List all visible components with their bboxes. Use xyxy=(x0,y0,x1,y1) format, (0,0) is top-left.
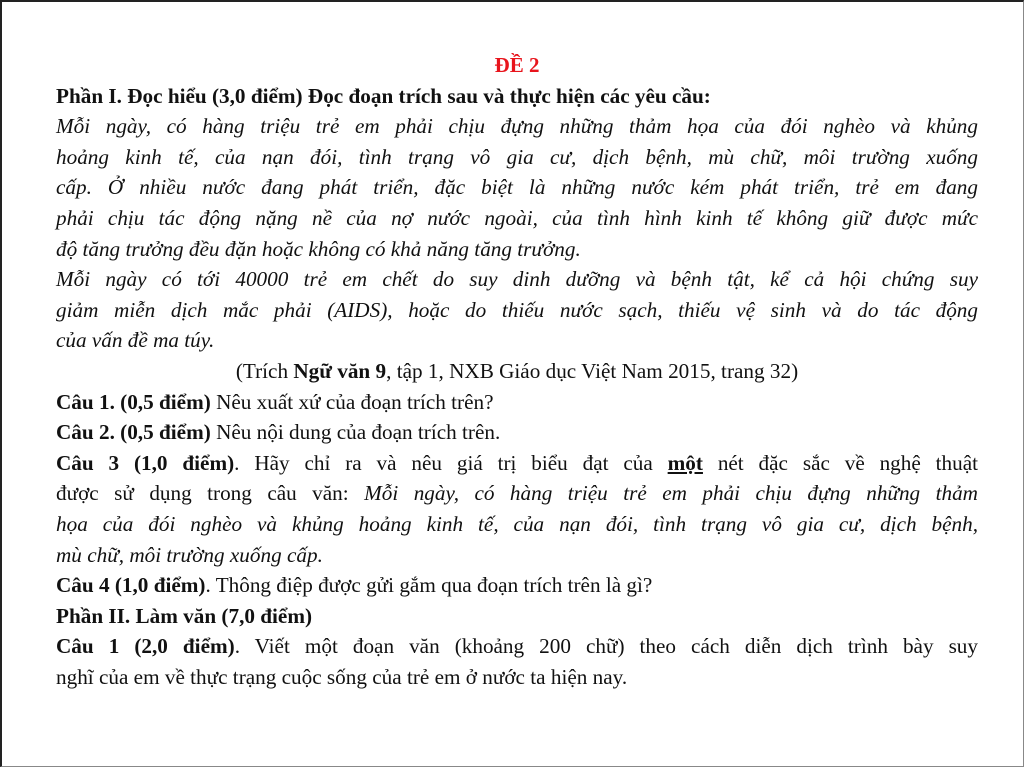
exam-title: ĐỀ 2 xyxy=(494,53,540,77)
passage-line: phải chịu tác động nặng nề của nợ nước ngoài, của tình hình kinh tế không giữ được mức xyxy=(56,205,978,230)
question-3-text-before: . Hãy chỉ ra và nêu giá trị biểu đạt của xyxy=(234,450,668,475)
essay-question-1-line: nghĩ của em về thực trạng cuộc sống của trẻ em ở nước ta hiện nay. xyxy=(56,664,628,689)
citation-suffix: , tập 1, NXB Giáo dục Việt Nam 2015, trang 32) xyxy=(386,358,799,383)
question-3 xyxy=(56,448,978,570)
question-1-label: Câu 1. (0,5 điểm) xyxy=(56,389,211,414)
question-3-quote-line: mù chữ, môi trường xuống cấp. xyxy=(56,542,323,567)
citation xyxy=(56,356,978,387)
question-2-text: Nêu nội dung của đoạn trích trên. xyxy=(210,420,501,445)
passage xyxy=(56,111,978,356)
question-3-quote-line: họa của đói nghèo và khủng hoảng kinh tế, của nạn đói, tình trạng vô gia cư, dịch bệnh, xyxy=(56,511,978,536)
question-3-line xyxy=(56,448,978,479)
passage-line: giảm miễn dịch mắc phải (AIDS), hoặc do thiếu nước sạch, thiếu vệ sinh và do tác động xyxy=(56,297,978,322)
question-3-label: Câu 3 (1,0 điểm) xyxy=(56,450,235,475)
essay-question-1-line xyxy=(56,631,978,662)
part1-instruction: Đọc đoạn trích sau và thực hiện các yêu cầu: xyxy=(302,83,711,108)
question-1 xyxy=(56,387,978,418)
part1-heading xyxy=(56,81,978,112)
question-2 xyxy=(56,417,978,448)
essay-question-1-label: Câu 1 (2,0 điểm) xyxy=(56,634,235,659)
essay-question-1 xyxy=(56,631,978,692)
passage-line: cấp. Ở nhiều nước đang phát triển, đặc biệt là những nước kém phát triển, trẻ em đang xyxy=(56,175,978,200)
part1-label: Phần I. Đọc hiểu (3,0 điểm) xyxy=(56,83,303,108)
question-4-text: . Thông điệp được gửi gắm qua đoạn trích trên là gì? xyxy=(205,573,653,598)
question-2-label: Câu 2. (0,5 điểm) xyxy=(56,420,211,445)
question-1-text: Nêu xuất xứ của đoạn trích trên? xyxy=(210,389,494,414)
citation-book: Ngữ văn 9 xyxy=(293,358,387,383)
passage-line: Mỗi ngày, có hàng triệu trẻ em phải chịu đựng những thảm họa của đói nghèo và khủng xyxy=(56,114,978,139)
question-3-plain: được sử dụng trong câu văn: xyxy=(56,481,365,506)
passage-line: hoảng kinh tế, của nạn đói, tình trạng vô gia cư, dịch bệnh, mù chữ, môi trường xuống xyxy=(56,144,978,169)
question-3-quote: Mỗi ngày, có hàng triệu trẻ em phải chịu đựng những thảm xyxy=(364,481,978,506)
citation-prefix: (Trích xyxy=(235,358,294,383)
passage-line: Mỗi ngày có tới 40000 trẻ em chết do suy dinh dưỡng và bệnh tật, kể cả hội chứng suy xyxy=(56,267,978,292)
exam-document xyxy=(56,50,978,692)
question-4-label: Câu 4 (1,0 điểm) xyxy=(56,573,206,598)
passage-line: của vấn đề ma túy. xyxy=(56,328,215,353)
question-4 xyxy=(56,570,978,601)
question-3-text-after: nét đặc sắc về nghệ thuật xyxy=(702,450,978,475)
part2-heading: Phần II. Làm văn (7,0 điểm) xyxy=(56,603,313,628)
question-3-emphasis: một xyxy=(667,450,703,475)
question-3-line xyxy=(56,478,978,509)
passage-line: độ tăng trưởng đều đặn hoặc không có khả năng tăng trưởng. xyxy=(56,236,581,261)
essay-question-1-text: . Viết một đoạn văn (khoảng 200 chữ) theo cách diễn dịch trình bày suy xyxy=(234,634,978,659)
